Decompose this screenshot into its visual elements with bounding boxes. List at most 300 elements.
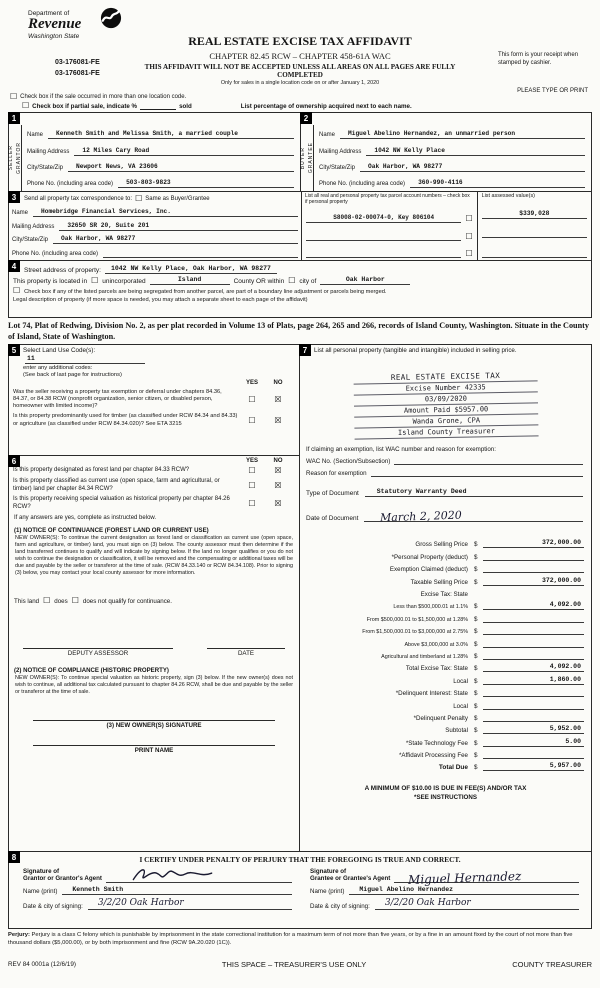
s5-q2-no-checkbox[interactable]: ☒ — [274, 415, 282, 425]
seller-city-value[interactable]: Newport News, VA 23606 — [68, 163, 294, 172]
tier4-dollar: $ — [474, 640, 478, 648]
s5-no-header: NO — [273, 380, 283, 386]
assessor-date-blank[interactable] — [207, 639, 285, 649]
subtotal-value[interactable]: 5,952.00 — [483, 725, 584, 734]
s6-no-header: NO — [273, 458, 283, 464]
multi-location-label: Check box if the sale occurred in more than one location code. — [20, 94, 187, 100]
section-8-number: 8 — [8, 851, 20, 863]
taxable-dollar: $ — [474, 578, 478, 586]
print-name-line — [33, 745, 275, 754]
same-as-buyer-label: Same as Buyer/Grantee — [145, 196, 210, 202]
correspondence-left — [9, 192, 301, 260]
stamp-amount-paid: Amount Paid $5957.00 — [354, 403, 538, 417]
gross-value[interactable]: 372,000.00 — [483, 539, 584, 548]
personal-deduct-label: *Personal Property (deduct) — [391, 553, 468, 561]
total-state-label: Total Excise Tax: State — [405, 665, 468, 673]
delinquent-interest-local-value[interactable] — [483, 701, 584, 710]
money-row-subtotal — [300, 722, 591, 734]
does-not-label: does not qualify for continuance. — [82, 597, 172, 605]
doc-date-label: Date of Document — [306, 515, 359, 523]
does-not-checkbox[interactable]: ☐ — [71, 596, 79, 606]
excise-tax-section — [299, 344, 592, 852]
assessed-header: List assessed value(s) — [481, 193, 535, 199]
receipt-note: This form is your receipt when stamped by cashier. — [498, 52, 579, 66]
street-address-label: Street address of property: — [24, 267, 101, 274]
seller-phone-row — [24, 172, 297, 188]
tier2-value[interactable] — [483, 614, 584, 623]
delinquent-penalty-value[interactable] — [483, 713, 584, 722]
grantee-signature-handwriting: Miguel Hernandez — [408, 869, 522, 887]
grantee-name-row — [310, 886, 579, 895]
notice-2-body: NEW OWNER(S): To continue special valuation as historic property, sign (3) below. If the new owner(s) does not wish to continue, all additional tax calculated pursuant to chapter 84.26 RCW, shall be due and payable by the seller or transferor at the time of sale. — [15, 675, 293, 696]
assessed-row-1 — [482, 199, 587, 219]
unincorporated-label: unincorporated — [102, 278, 146, 285]
taxable-value[interactable]: 372,000.00 — [483, 577, 584, 586]
s6-question-2-boxes — [239, 478, 291, 493]
correspondence-mailing-value[interactable]: 32650 SR 20, Suite 201 — [59, 222, 298, 231]
seller-city-row — [24, 156, 297, 172]
seller-phone-label: Phone No. (including area code) — [27, 180, 114, 187]
s6-question-1-boxes — [239, 467, 291, 475]
seller-side-label-1: SELLER — [8, 145, 14, 171]
exemption-deduct-dollar: $ — [474, 566, 478, 574]
grantee-name-label: Name (print) — [310, 888, 345, 895]
see-back-note: (See back of last page for instructions) — [23, 372, 122, 378]
section-6-number: 6 — [8, 455, 20, 467]
land-use-section — [8, 344, 300, 456]
money-row-delinquent-penalty — [300, 710, 591, 722]
buyer-side-label-2: GRANTEE — [308, 142, 314, 174]
form-numbers — [55, 57, 100, 79]
doc-date-row — [300, 497, 591, 525]
county-treasurer-label: COUNTY TREASURER — [512, 960, 592, 969]
see-instructions-note: *SEE INSTRUCTIONS — [414, 794, 477, 802]
total-due-dollar: $ — [474, 764, 478, 772]
partial-sale-checkbox[interactable]: ☐ — [22, 101, 30, 110]
legal-description-text: Lot 74, Plat of Redwing, Division No. 2, as per plat recorded in Volume 13 of Plats, page 264, 265 and 266, records of Island County, Washington. Situate in the County of Island, State of Washington. — [8, 321, 589, 342]
page-subtitle: CHAPTER 82.45 RCW – CHAPTER 458-61A WAC — [209, 51, 391, 61]
local-dollar: $ — [474, 677, 478, 685]
assessed-row-2 — [482, 219, 587, 239]
s5-yes-no-header — [9, 380, 299, 386]
send-correspondence-label: Send all property tax correspondence to: — [24, 196, 133, 202]
buyer-mailing-row — [316, 139, 588, 155]
grantee-date-row — [310, 898, 579, 910]
grantor-date-value[interactable]: 3/2/20 Oak Harbor — [88, 898, 292, 910]
grantor-signature-area[interactable] — [106, 866, 292, 883]
dor-logo-state: Washington State — [28, 32, 80, 40]
tier4-label: Above $3,000,000 at 3.0% — [404, 641, 468, 648]
tech-fee-label: *State Technology Fee — [405, 739, 468, 747]
money-row-delinquent-interest-local — [300, 697, 591, 709]
grantee-sig-label-2: Grantee or Grantee's Agent — [310, 875, 391, 883]
buyer-phone-row — [316, 172, 588, 188]
s5-q1-no-checkbox[interactable]: ☒ — [274, 394, 282, 404]
reason-label: Reason for exemption — [306, 470, 367, 478]
street-address-value[interactable]: 1042 NW Kelly Place, Oak Harbor, WA 98277 — [105, 265, 277, 274]
title-block — [130, 34, 470, 86]
parcel-row-2 — [305, 223, 474, 241]
taxable-label: Taxable Selling Price — [410, 578, 468, 586]
single-location-note: Only for sales in a single location code on or after January 1, 2020 — [220, 80, 380, 86]
grantor-name-row — [23, 886, 292, 895]
money-row-personal — [300, 548, 591, 560]
money-row-tier4 — [300, 635, 591, 647]
total-state-dollar: $ — [474, 665, 478, 673]
tier3-dollar: $ — [474, 628, 478, 636]
segregated-label: Check box if any of the listed parcels are being segregated from another parcel, are part of a boundary line adjustment or parcels being merged. — [24, 289, 387, 295]
s6-question-2 — [9, 478, 299, 493]
grantor-name-label: Name (print) — [23, 888, 58, 895]
stamp-title: REAL ESTATE EXCISE TAX — [353, 369, 537, 384]
money-row-processing-fee — [300, 747, 591, 759]
doc-date-handwriting: March 2, 2020 — [380, 508, 463, 525]
money-row-tech-fee — [300, 734, 591, 746]
deputy-assessor-blank[interactable] — [23, 639, 173, 649]
s5-question-2 — [9, 413, 299, 427]
s6-q1-no-checkbox[interactable]: ☒ — [274, 466, 282, 475]
money-row-taxable — [300, 573, 591, 585]
partial-sale-label: Check box if partial sale, indicate % — [32, 103, 138, 110]
city-checkbox[interactable]: ☐ — [288, 276, 296, 285]
complete-note: If any answers are yes, complete as instructed below. — [14, 515, 157, 521]
correspondence-row — [9, 193, 301, 203]
correspondence-phone-value[interactable] — [103, 256, 298, 258]
s6-question-1 — [9, 467, 299, 475]
buyer-name-label: Name — [319, 132, 336, 139]
footer — [8, 960, 592, 969]
parcel-row-1 — [305, 206, 474, 224]
segregated-checkbox[interactable]: ☐ — [13, 286, 21, 295]
grantor-signature-row — [23, 866, 292, 883]
assessed-column — [477, 192, 591, 260]
local-value[interactable]: 1,860.00 — [483, 676, 584, 685]
tier4-value[interactable] — [483, 639, 584, 648]
buyer-city-label: City/State/Zip — [319, 164, 356, 171]
s6-q3-no-checkbox[interactable]: ☒ — [274, 498, 282, 508]
s5-question-2-text: Is this property predominantly used for timber (as classified under RCW 84.34 and 84.33) or agriculture (as classified under RCW 84.34.020)? See ETA 3215 — [13, 413, 238, 427]
print-name-label: PRINT NAME — [134, 747, 174, 755]
tier2-label: From $500,000.01 to $1,500,000 at 1.28% — [366, 616, 468, 623]
does-label: does — [54, 597, 68, 605]
acceptance-warning: THIS AFFIDAVIT WILL NOT BE ACCEPTED UNLESS ALL AREAS ON ALL PAGES ARE FULLY COMPLETED — [144, 63, 456, 79]
money-row-excise-state — [300, 586, 591, 598]
grantor-signature-scribble — [130, 865, 230, 885]
correspondence-phone-label: Phone No. (including area code) — [12, 251, 99, 257]
notice-2-title: (2) NOTICE OF COMPLIANCE (HISTORIC PROPERTY) — [14, 667, 169, 675]
seller-phone-value[interactable]: 503-803-9823 — [118, 179, 294, 188]
processing-fee-value[interactable] — [483, 750, 584, 759]
property-location-section — [8, 260, 592, 318]
partial-sale-percent-blank[interactable] — [140, 103, 176, 110]
new-owner-signature-line — [33, 720, 275, 729]
tier1-value[interactable]: 4,092.00 — [483, 601, 584, 610]
seller-name-row — [24, 115, 297, 139]
delinquent-interest-state-value[interactable] — [483, 688, 584, 697]
s6-yes-no-header — [9, 458, 299, 464]
delinquent-interest-local-label: Local — [453, 702, 468, 710]
county-or-within-label: County OR within — [233, 278, 285, 285]
local-label: Local — [453, 677, 468, 685]
notice-1-body: NEW OWNER(S): To continue the current designation as forest land or classification as current use (open space, farm and agriculture, or timber) land, you must sign on (3) below. The county assessor must then determine if the land transferred continues to qualify and will indicate by signing below. If the land no longer qualifies or you do not wish to continue the designation or classification, it will be removed and the compensating or additional taxes will be due and payable by the seller or transferor at the time of sale. (RCW 84.33.140 or RCW 84.34.108). Prior to signing (3) below, you may contact your local county assessor for more information. — [15, 535, 293, 577]
subtotal-label: Subtotal — [445, 727, 468, 735]
type-or-print-note: PLEASE TYPE OR PRINT — [517, 88, 588, 94]
seller-mailing-row — [24, 139, 297, 155]
total-due-value[interactable]: 5,957.00 — [483, 762, 584, 771]
delinquent-penalty-dollar: $ — [474, 714, 478, 722]
delinquent-interest-state-label: *Delinquent Interest: State — [395, 690, 468, 698]
money-row-total-due — [300, 759, 591, 771]
agricultural-value[interactable] — [483, 651, 584, 660]
correspondence-mailing-row — [9, 217, 301, 231]
assessor-signature-row — [9, 639, 299, 657]
grantor-date-row — [23, 898, 292, 910]
s5-q2-yes-checkbox[interactable]: ☐ — [248, 415, 256, 425]
seller-mailing-label: Mailing Address — [27, 148, 70, 155]
money-row-tier2 — [300, 610, 591, 622]
unincorporated-checkbox[interactable]: ☐ — [91, 276, 99, 285]
parcel-column — [302, 192, 477, 260]
multi-location-row — [10, 93, 186, 101]
section-7-number: 7 — [299, 344, 311, 356]
processing-fee-dollar: $ — [474, 752, 478, 760]
s6-question-3-boxes — [239, 496, 291, 511]
ownership-note: List percentage of ownership acquired next to each name. — [240, 103, 412, 110]
s5-question-1 — [9, 389, 299, 410]
continuance-row — [9, 577, 299, 605]
correspondence-name-label: Name — [12, 209, 29, 216]
buyer-name-value[interactable]: Miguel Abelino Hernandez, an unmarried person — [340, 130, 585, 139]
segregated-row — [13, 287, 587, 295]
money-row-delinquent-interest-state — [300, 685, 591, 697]
buyer-mailing-label: Mailing Address — [319, 148, 362, 155]
stamp-excise-number: Excise Number 42335 — [353, 381, 537, 395]
grantor-sig-label-1: Signature of — [23, 867, 60, 875]
s6-yes-header: YES — [245, 458, 258, 464]
s5-yes-header: YES — [245, 380, 258, 386]
total-state-value[interactable]: 4,092.00 — [483, 663, 584, 672]
seller-side-label-2: GRANTOR — [16, 142, 22, 174]
buyer-name-row — [316, 115, 588, 139]
personal-deduct-value[interactable] — [483, 552, 584, 561]
seller-name-value[interactable]: Kenneth Smith and Melissa Smith, a married couple — [48, 130, 294, 139]
reason-blank[interactable] — [371, 469, 583, 477]
gross-dollar: $ — [474, 541, 478, 549]
signature-columns — [9, 865, 591, 910]
grantor-signature-label — [23, 868, 102, 884]
correspondence-name-row — [9, 203, 301, 217]
grantor-date-label: Date & city of signing: — [23, 903, 83, 910]
personal-property-label: List all personal property (tangible and intangible) included in selling price. — [314, 347, 517, 354]
dor-logo-revenue: Revenue — [28, 16, 82, 32]
wac-label: WAC No. (Section/Subsection) — [306, 458, 391, 466]
doc-type-row — [300, 477, 591, 497]
perjury-statement — [8, 932, 592, 948]
does-checkbox[interactable]: ☐ — [43, 596, 51, 606]
exemption-deduct-value[interactable] — [483, 564, 584, 573]
s5-question-1-boxes — [239, 389, 291, 410]
exemption-intro: If claiming an exemption, list WAC number and reason for exemption: — [306, 446, 496, 454]
delinquent-interest-local-dollar: $ — [474, 702, 478, 710]
stamp-date: 03/09/2020 — [353, 392, 537, 406]
new-owner-signature-label: (3) NEW OWNER(S) SIGNATURE — [106, 722, 202, 730]
excise-state-value — [483, 589, 584, 598]
tax-correspondence-section — [8, 191, 592, 261]
parcel-personal-checkbox-1[interactable]: ☐ — [465, 214, 473, 223]
s6-q1-yes-checkbox[interactable]: ☐ — [248, 466, 256, 475]
money-table — [300, 536, 591, 771]
parcel-personal-checkbox-2[interactable]: ☐ — [465, 231, 473, 241]
same-as-buyer-checkbox[interactable]: ☐ — [135, 194, 143, 203]
grantee-signature-area[interactable] — [394, 866, 579, 887]
located-in-row — [13, 276, 587, 285]
grantor-signature-column — [13, 865, 300, 910]
correspondence-phone-row — [9, 244, 301, 258]
seller-city-label: City/State/Zip — [27, 164, 64, 171]
s6-q2-yes-checkbox[interactable]: ☐ — [248, 480, 256, 490]
city-value[interactable]: Oak Harbor — [320, 276, 410, 285]
tier1-dollar: $ — [474, 603, 478, 611]
delinquent-penalty-label: *Delinquent Penalty — [413, 714, 468, 722]
assessed-value-1[interactable]: $339,028 — [482, 210, 587, 219]
correspondence-name-value[interactable]: Homebridge Financial Services, Inc. — [33, 208, 298, 217]
agricultural-label: Agricultural and timberland at 1.28% — [381, 653, 468, 660]
assessed-value-3[interactable] — [482, 256, 587, 258]
assessed-row-3 — [482, 238, 587, 258]
assessor-date-line — [207, 639, 285, 657]
section-5-number: 5 — [8, 344, 20, 356]
doc-date-line[interactable] — [364, 508, 583, 525]
grantee-sig-label-1: Signature of — [310, 867, 347, 875]
s6-question-1-text: Is this property designated as forest land per chapter 84.33 RCW? — [13, 467, 190, 473]
correspondence-mailing-label: Mailing Address — [12, 223, 55, 230]
tech-fee-dollar: $ — [474, 739, 478, 747]
page-title: REAL ESTATE EXCISE TAX AFFIDAVIT — [188, 34, 412, 48]
form-number-1: 03-176081-FE — [55, 59, 100, 66]
perjury-bold: Perjury: — [8, 932, 30, 938]
land-use-label: Select Land Use Code(s): — [23, 347, 96, 354]
money-row-tier3 — [300, 623, 591, 635]
buyer-side-label — [301, 125, 314, 191]
s6-q3-yes-checkbox[interactable]: ☐ — [248, 498, 256, 508]
legal-description-label-row — [13, 297, 587, 303]
wac-blank[interactable] — [394, 457, 583, 465]
street-address-row — [13, 265, 587, 274]
city-of-label: city of — [299, 278, 317, 285]
parcel-header: List all real and personal property tax parcel account numbers – check box if personal property — [305, 193, 470, 206]
seller-section — [9, 113, 300, 191]
grantee-signature-column — [300, 865, 587, 910]
money-row-gross — [300, 536, 591, 548]
correspondence-city-label: City/State/Zip — [12, 237, 49, 244]
s6-question-3 — [9, 496, 299, 511]
money-row-exemption — [300, 561, 591, 573]
certify-statement: I CERTIFY UNDER PENALTY OF PERJURY THAT THE FOREGOING IS TRUE AND CORRECT. — [139, 855, 461, 864]
money-row-tier1 — [300, 598, 591, 610]
section-4-number: 4 — [8, 260, 20, 272]
buyer-fields — [314, 113, 591, 191]
grantee-name-value[interactable]: Miguel Abelino Hernandez — [349, 886, 579, 895]
agricultural-dollar: $ — [474, 652, 478, 660]
excise-state-label: Excise Tax: State — [420, 591, 468, 599]
money-row-agricultural — [300, 648, 591, 660]
perjury-text: Perjury is a class C felony which is punishable by imprisonment in the state correctional institution for a maximum term of not more than five years, or by a fine in an amount fixed by the court of not more than five thousand dollars ($5,000.00), or by both imprisonment and fine (RCW 9A.20.020 (1C)). — [8, 932, 573, 946]
s6-question-2-text: Is this property classified as current use (open space, farm and agricultural, or timber) land per chapter 84.34 RCW? — [13, 478, 220, 492]
s5-question-2-boxes — [239, 413, 291, 427]
grantee-signature-label — [310, 868, 390, 884]
correspondence-city-value[interactable]: Oak Harbor, WA 98277 — [53, 235, 298, 244]
seller-mailing-value[interactable]: 12 Miles Cary Road — [74, 147, 294, 156]
parcel-assessed-area — [301, 192, 591, 260]
buyer-city-row — [316, 156, 588, 172]
parcel-row-3 — [305, 241, 474, 259]
buyer-side-label-1: BUYER — [300, 146, 306, 170]
gross-label: Gross Selling Price — [415, 541, 468, 549]
tech-fee-value[interactable]: 5.00 — [483, 738, 584, 747]
additional-codes-label: enter any additional codes: — [23, 365, 93, 371]
treasurer-use-only-label: THIS SPACE – TREASURER'S USE ONLY — [221, 960, 367, 969]
grantor-name-value[interactable]: Kenneth Smith — [62, 886, 292, 895]
processing-fee-label: *Affidavit Processing Fee — [398, 752, 468, 760]
grantor-sig-label-2: Grantor or Grantor's Agent — [23, 875, 102, 883]
legal-description-label: Legal description of property (if more space is needed, you may attach a separate sheet to each page of the affidavit) — [13, 297, 308, 303]
deputy-assessor-line — [23, 639, 173, 657]
s6-q2-no-checkbox[interactable]: ☒ — [274, 480, 282, 490]
s6-question-3-text: Is this property receiving special valuation as historical property per chapter 84.26 RCW? — [13, 496, 230, 510]
form-revision-number: REV 84 0001a (12/6/19) — [8, 961, 76, 968]
section-1-number: 1 — [8, 112, 20, 124]
reason-row — [300, 465, 591, 477]
located-prefix: This property is located in — [13, 278, 88, 285]
forest-land-section — [8, 455, 300, 852]
tier3-label: From $1,500,000.01 to $3,000,000 at 2.75% — [362, 629, 468, 636]
buyer-phone-label: Phone No. (including area code) — [319, 180, 406, 187]
multi-location-checkbox[interactable]: ☐ — [10, 92, 18, 101]
partial-sale-row — [22, 102, 590, 110]
land-use-code-value[interactable]: 11 — [25, 355, 145, 364]
total-due-label: Total Due — [438, 764, 468, 772]
buyer-city-value[interactable]: Oak Harbor, WA 98277 — [360, 163, 585, 172]
tier2-dollar: $ — [474, 615, 478, 623]
dor-logo-dept: Department of — [28, 10, 70, 17]
grantee-date-value[interactable]: 3/2/20 Oak Harbor — [375, 898, 579, 910]
parcel-number-1[interactable]: S8008-02-00074-0, Key 806104 — [306, 214, 461, 223]
s5-q1-yes-checkbox[interactable]: ☐ — [248, 394, 256, 404]
money-row-local — [300, 672, 591, 684]
doc-type-value[interactable]: Statutory Warranty Deed — [365, 488, 583, 497]
parcel-number-3[interactable] — [306, 256, 461, 258]
personal-deduct-dollar: $ — [474, 553, 478, 561]
minimum-due-note: A MINIMUM OF $10.00 IS DUE IN FEE(S) AND/OR TAX — [364, 785, 527, 793]
stamp-treasurer-name: Wanda Grone, CPA — [354, 414, 538, 428]
subtotal-dollar: $ — [474, 727, 478, 735]
tier1-label: Less than $500,000.01 at 1.1% — [393, 604, 468, 611]
tier3-value[interactable] — [483, 626, 584, 635]
assessor-date-label: DATE — [237, 650, 255, 658]
parcel-personal-checkbox-3[interactable]: ☐ — [465, 249, 473, 258]
deputy-assessor-label: DEPUTY ASSESSOR — [67, 650, 129, 658]
certification-section — [8, 851, 592, 929]
buyer-mailing-value[interactable]: 1042 NW Kelly Place — [366, 147, 585, 156]
county-value[interactable]: Island — [150, 276, 230, 285]
doc-type-label: Type of Document — [306, 490, 359, 498]
delinquent-interest-state-dollar: $ — [474, 690, 478, 698]
excise-tax-stamp — [353, 369, 538, 439]
buyer-phone-value[interactable]: 360-990-4116 — [410, 179, 585, 188]
exemption-deduct-label: Exemption Claimed (deduct) — [389, 566, 468, 574]
buyer-section — [300, 113, 591, 191]
seller-name-label: Name — [27, 132, 44, 139]
